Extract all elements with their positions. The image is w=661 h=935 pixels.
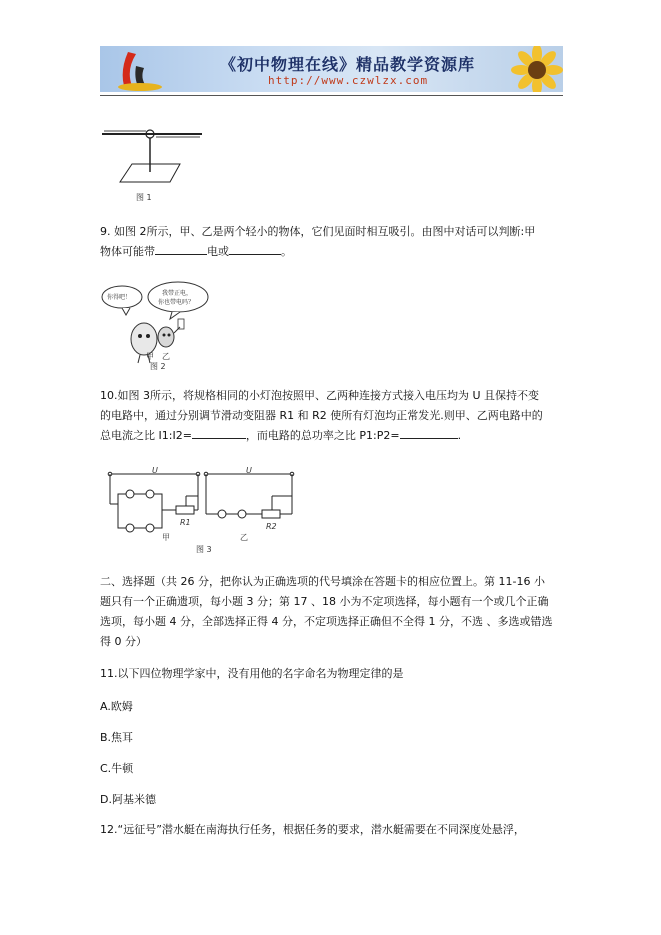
bubble-right-text-2: 你也带电吗？ bbox=[158, 299, 195, 306]
section-2-line2: 题只有一个正确遗项，每小题 3 分；第 17 、18 小为不定项选择，每小题有一个或几个正确 bbox=[100, 595, 549, 608]
section-2-instructions bbox=[100, 572, 566, 652]
rod-on-stand-diagram bbox=[100, 124, 210, 194]
figure-1-caption: 图 1 bbox=[136, 193, 152, 202]
banner-url: http://www.czwlzx.com bbox=[268, 74, 429, 87]
header-divider bbox=[100, 95, 563, 96]
figure-1 bbox=[100, 124, 210, 204]
figure-3-r1-label: R1 bbox=[180, 518, 191, 527]
figure-3-r2-label: R2 bbox=[266, 522, 277, 531]
figure-2-label-right: 乙 bbox=[162, 352, 170, 361]
section-2-line1: 二、选择题（共 26 分，把你认为正确选项的代号填涂在答题卡的相应位置上。第 11-16 小 bbox=[100, 575, 545, 588]
section-2-line4: 得 0 分） bbox=[100, 635, 147, 648]
figure-2-caption: 图 2 bbox=[150, 362, 166, 371]
figure-3-label-right: 乙 bbox=[240, 533, 248, 542]
answer-blank[interactable] bbox=[192, 426, 246, 439]
question-11-option-a[interactable]: A.欧姆 bbox=[100, 700, 133, 713]
question-10-line3b: ，而电路的总功率之比 P1:P2= bbox=[245, 429, 400, 442]
answer-blank[interactable] bbox=[155, 242, 207, 255]
figure-3-voltage-label-right: U bbox=[246, 466, 252, 475]
question-9-line2b: 电或 bbox=[207, 245, 229, 258]
site-logo-icon bbox=[106, 46, 166, 92]
figure-3 bbox=[102, 466, 302, 556]
two-circuits-diagram bbox=[102, 466, 302, 556]
figure-2 bbox=[100, 281, 212, 371]
bubble-right-text-1: 我带正电， bbox=[162, 290, 193, 297]
bubble-left-text: 你得吧！ bbox=[107, 294, 132, 301]
figure-3-caption: 图 3 bbox=[196, 545, 212, 554]
question-9-line1: 9. 如图 2所示，甲、乙是两个轻小的物体，它们见面时相互吸引。由图中对话可以判断:甲 bbox=[100, 225, 536, 238]
answer-blank[interactable] bbox=[229, 242, 281, 255]
figure-2-label-left: 甲 bbox=[146, 352, 154, 361]
question-10-line2: 的电路中，通过分别调节滑动变阻器 R1 和 R2 使所有灯泡均正常发光.则甲、乙两电路中的 bbox=[100, 409, 543, 422]
answer-blank[interactable] bbox=[400, 426, 458, 439]
section-2-line3: 选项，每小题 4 分，全部选择正得 4 分，不定项选择正确但不全得 1 分，不选 、多选或错选 bbox=[100, 615, 553, 628]
question-11-stem: 11.以下四位物理学家中，没有用他的名字命名为物理定律的是 bbox=[100, 667, 404, 680]
question-11-option-c[interactable]: C.牛顿 bbox=[100, 762, 134, 775]
banner-title: 《初中物理在线》精品教学资源库 bbox=[220, 55, 476, 74]
question-9-line2c: 。 bbox=[281, 245, 292, 258]
question-10-line3c: . bbox=[457, 429, 462, 442]
question-10 bbox=[100, 386, 566, 446]
question-10-line1: 10.如图 3所示，将规格相同的小灯泡按照甲、乙两种连接方式接入电压均为 U 且保持不变 bbox=[100, 389, 540, 402]
figure-3-voltage-label-left: U bbox=[152, 466, 158, 475]
header-banner bbox=[100, 46, 563, 92]
question-12-stem: 12.“远征号”潜水艇在南海执行任务，根据任务的要求，潜水艇需要在不同深度处悬浮， bbox=[100, 823, 525, 836]
question-11-option-b[interactable]: B.焦耳 bbox=[100, 731, 134, 744]
sunflower-icon bbox=[493, 46, 563, 92]
question-9-line2a: 物体可能带 bbox=[100, 245, 155, 258]
question-9 bbox=[100, 222, 566, 262]
question-10-line3a: 总电流之比 I1:I2= bbox=[100, 429, 192, 442]
figure-3-label-left: 甲 bbox=[162, 533, 170, 542]
question-11-option-d[interactable]: D.阿基米德 bbox=[100, 793, 156, 806]
